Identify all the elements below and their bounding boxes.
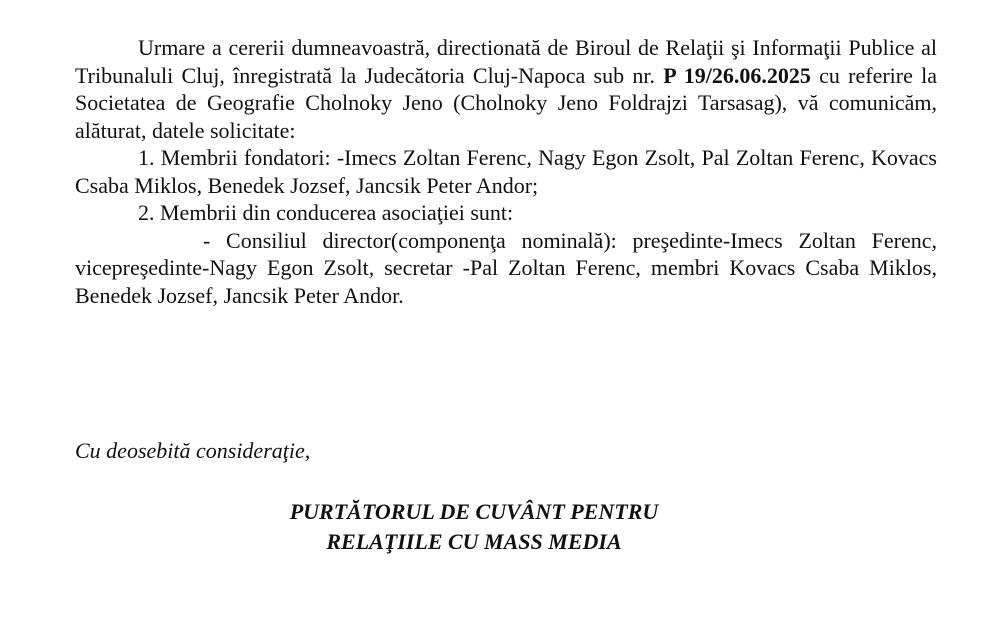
intro-paragraph (75, 34, 937, 144)
intro-text-continued: cu referire la Societatea de Geografie Cholnoky Jeno (Cholnoky Jeno Foldrajzi Tarsasag), vă comunicăm, alăturat, datele solicitate: (75, 62, 938, 143)
signature-block (0, 497, 948, 557)
closing-salutation: Cu deosebită consideraţie, (75, 438, 311, 463)
sub-item-board: - Consiliul director(componenţa nominală): preşedinte-Imecs Zoltan Ferenc, vicepreşedinte-Nagy Egon Zsolt, secretar -Pal Zoltan Ferenc, membri Kovacs Csaba Miklos, Benedek Jozsef, Jancsik Peter Andor. (75, 227, 937, 308)
list-item-founders: 1. Membrii fondatori: -Imecs Zoltan Ferenc, Nagy Egon Zsolt, Pal Zoltan Ferenc, Kovacs Csaba Miklos, Benedek Jozsef, Jancsik Peter Andor; (75, 145, 937, 198)
letter-body (75, 34, 937, 309)
registration-number: P 19/26.06.2025 (663, 62, 811, 88)
intro-text: Urmare a cererii dumneavoastră, directionată de Biroul de Relaţii şi Informaţii Publice al Tribunaluli Cluj, înregistrată la Judecătoria Cluj-Napoca sub nr. (75, 35, 937, 88)
signature-line: RELAŢIILE CU MASS MEDIA (326, 529, 622, 554)
list-item-leadership: 2. Membrii din conducerea asociaţiei sunt: (138, 200, 514, 225)
signature-line: PURTĂTORUL DE CUVÂNT PENTRU (289, 499, 659, 524)
